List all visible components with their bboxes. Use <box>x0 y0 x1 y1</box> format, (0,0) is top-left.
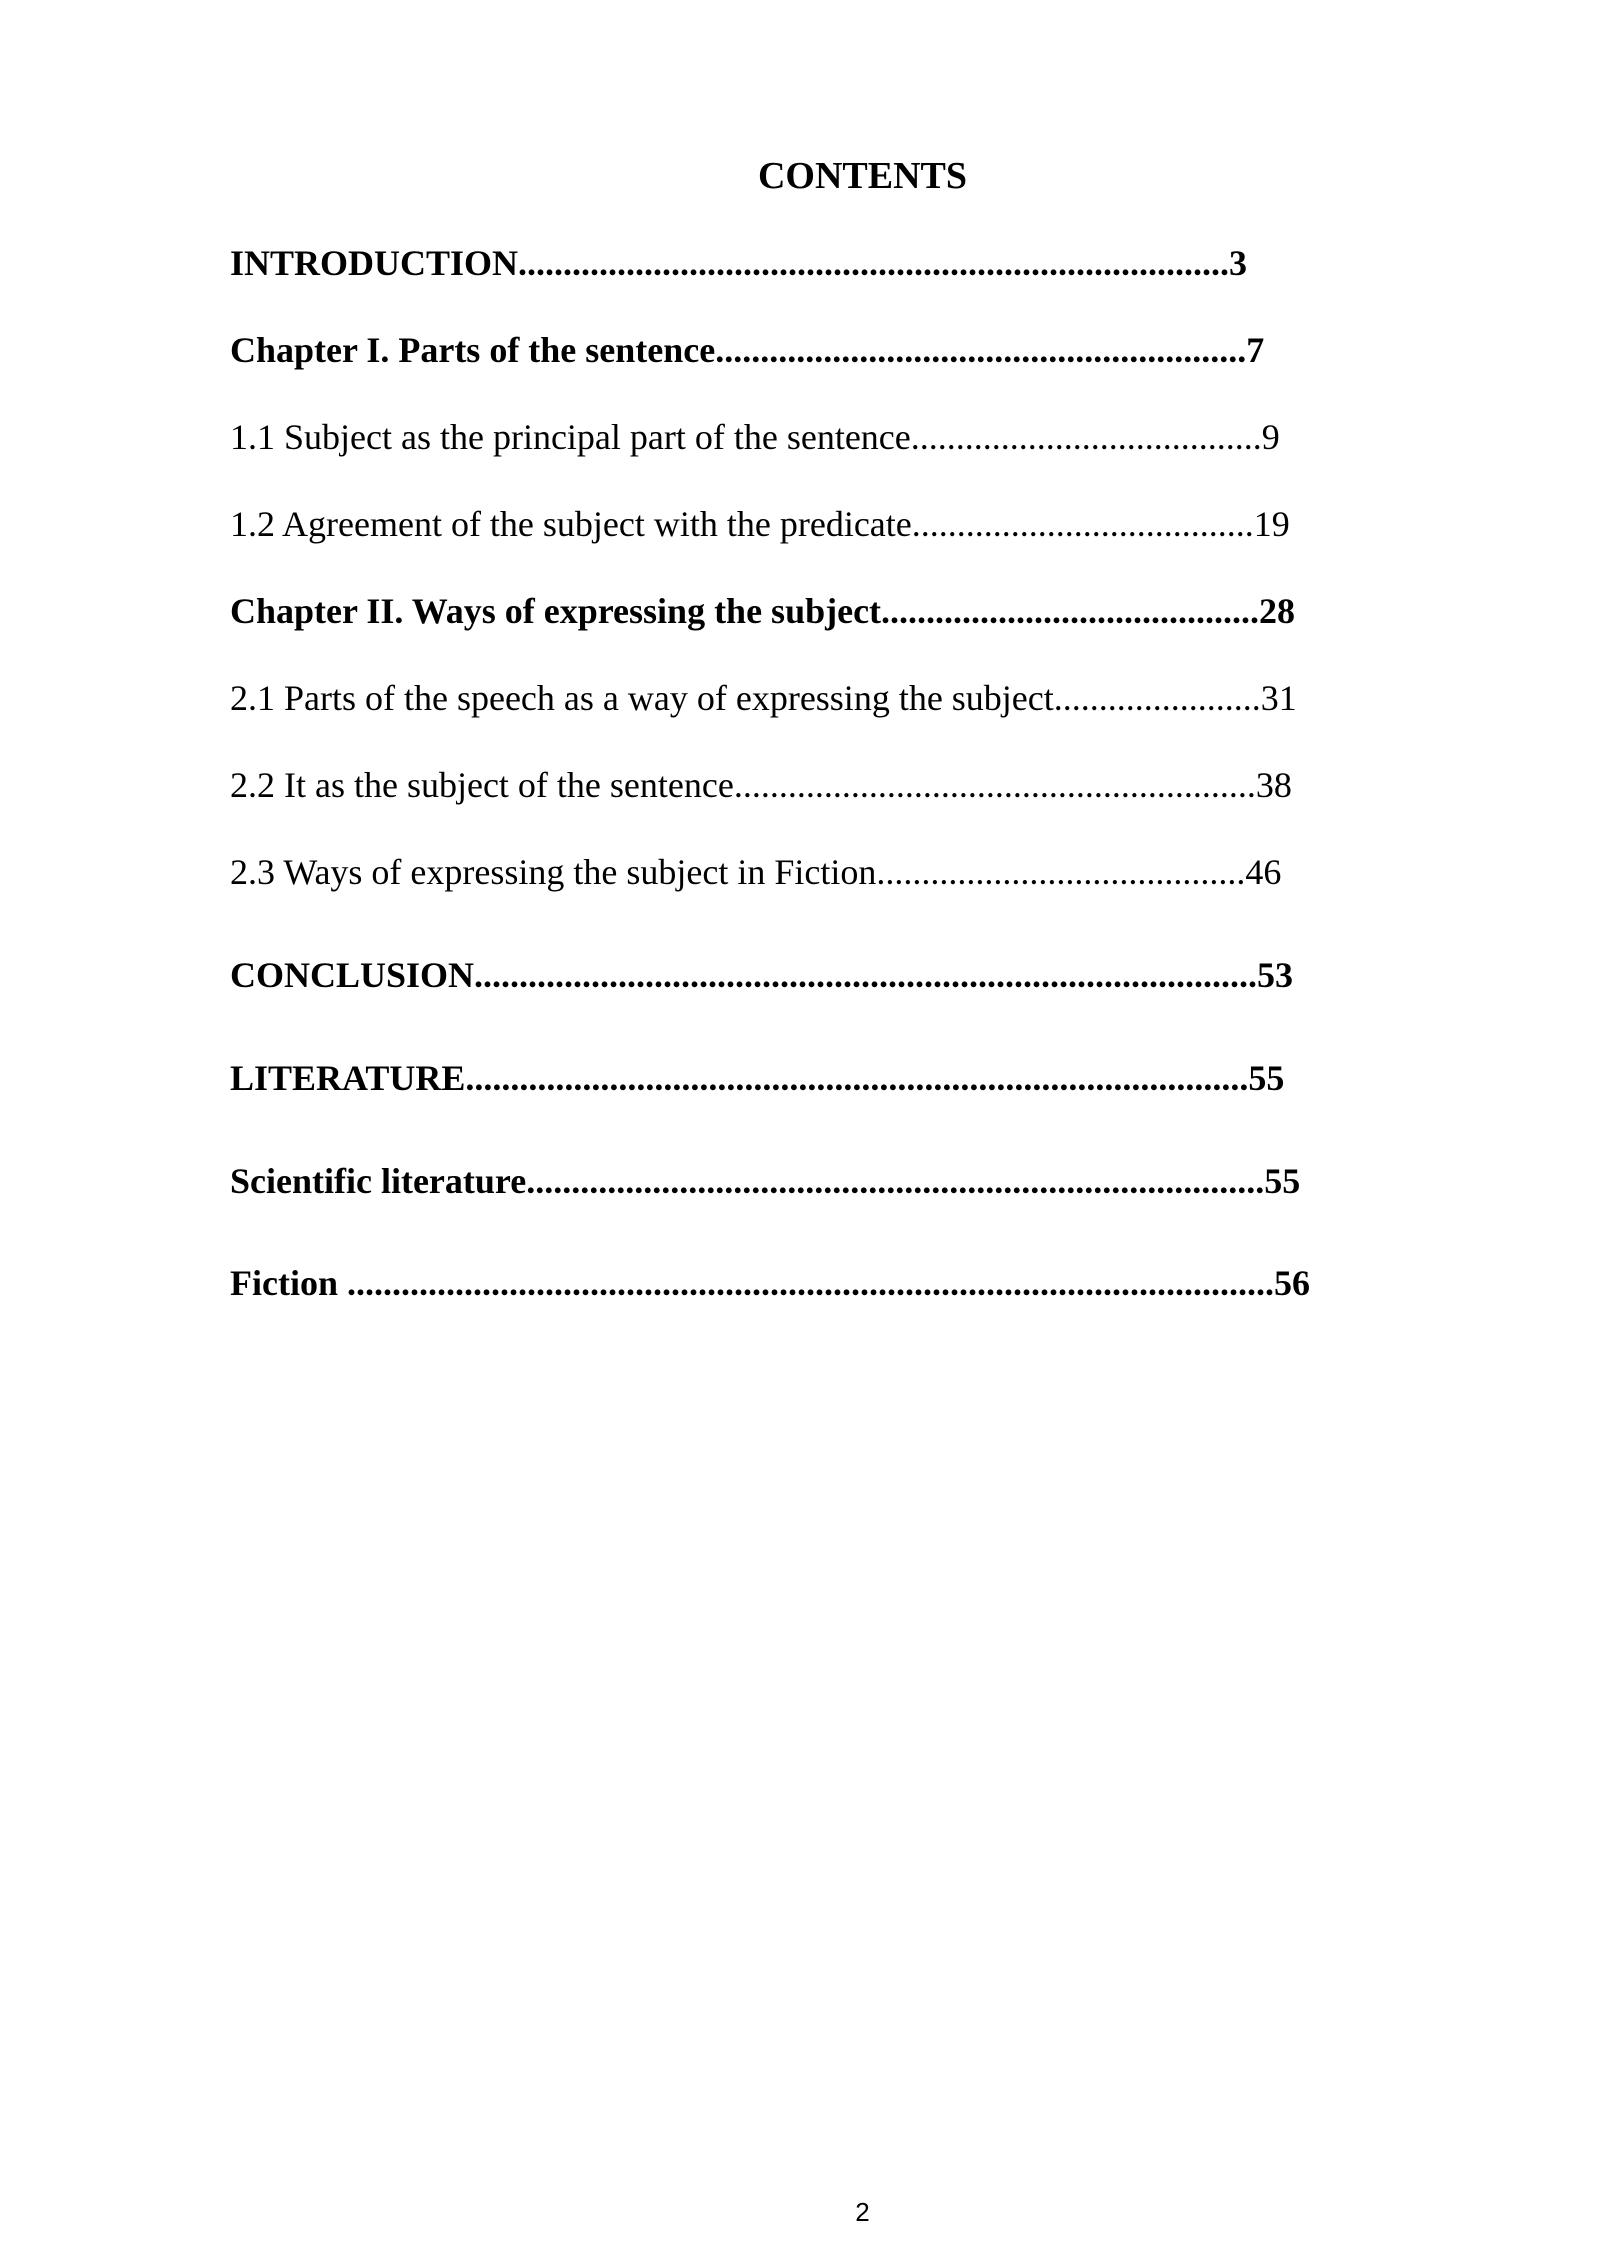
toc-entry-page: 31 <box>1260 678 1297 718</box>
toc-entry-page: 7 <box>1246 330 1265 370</box>
toc-entry-label: 2.2 It as the subject of the sentence <box>230 765 734 805</box>
toc-entry-page: 53 <box>1257 955 1294 995</box>
toc-entry-label: Chapter II. Ways of expressing the subject <box>230 591 882 631</box>
toc-entry-leader: ....................................................................................... <box>465 1058 1249 1098</box>
toc-entry-page: 55 <box>1248 1058 1285 1098</box>
toc-entry-section-1-2[interactable] <box>230 499 1290 549</box>
toc-entry-page: 3 <box>1229 243 1248 283</box>
toc-entry-leader: ....................................................................................... <box>474 955 1258 995</box>
toc-entry-label: 1.2 Agreement of the subject with the predicate <box>230 504 912 544</box>
toc-entry-leader: ...................................... <box>911 504 1254 544</box>
toc-entry-leader: ............................................................................... <box>518 243 1230 283</box>
toc-entry-chapter-2[interactable] <box>230 586 1295 636</box>
toc-entry-label: Scientific literature <box>230 1161 527 1201</box>
toc-entry-page: 19 <box>1253 504 1290 544</box>
toc-entry-leader: ....................................... <box>910 417 1262 457</box>
toc-entry-label: Chapter I. Parts of the sentence <box>230 330 716 370</box>
toc-entry-leader: ......................................... <box>876 852 1246 892</box>
toc-entry-label: 2.1 Parts of the speech as a way of expressing the subject <box>230 678 1054 718</box>
toc-entry-leader: .......................................................... <box>733 765 1256 805</box>
toc-entry-label: LITERATURE <box>230 1058 466 1098</box>
toc-entry-leader: ........................................................... <box>715 330 1247 370</box>
toc-entry-leader: .................................................................................. <box>526 1161 1265 1201</box>
toc-entry-scientific-literature[interactable] <box>230 1156 1300 1206</box>
toc-entry-fiction[interactable] <box>230 1258 1310 1308</box>
toc-entry-label: Fiction <box>230 1263 347 1303</box>
toc-entry-section-2-2[interactable] <box>230 760 1292 810</box>
toc-entry-page: 56 <box>1273 1263 1310 1303</box>
toc-entry-label: CONCLUSION <box>230 955 475 995</box>
toc-entry-label: 2.3 Ways of expressing the subject in Fiction <box>230 852 877 892</box>
toc-entry-label: INTRODUCTION <box>230 243 519 283</box>
toc-entry-page: 28 <box>1259 591 1296 631</box>
toc-entry-section-1-1[interactable] <box>230 412 1280 462</box>
toc-entry-section-2-3[interactable] <box>230 847 1281 897</box>
toc-entry-page: 55 <box>1264 1161 1301 1201</box>
toc-entry-section-2-1[interactable] <box>230 673 1297 723</box>
page-title: CONTENTS <box>757 155 968 197</box>
toc-entry-page: 38 <box>1255 765 1292 805</box>
toc-entry-leader: ....................................................................................................... <box>346 1263 1274 1303</box>
toc-entry-literature[interactable] <box>230 1053 1284 1103</box>
toc-entry-introduction[interactable] <box>230 238 1247 288</box>
toc-entry-conclusion[interactable] <box>230 950 1293 1000</box>
page-number: 2 <box>855 2197 870 2227</box>
toc-entry-leader: .......................................... <box>881 591 1260 631</box>
toc-entry-page: 46 <box>1245 852 1282 892</box>
toc-entry-label: 1.1 Subject as the principal part of the sentence <box>230 417 911 457</box>
toc-entry-leader: ....................... <box>1053 678 1261 718</box>
toc-entry-chapter-1[interactable] <box>230 325 1264 375</box>
toc-entry-page: 9 <box>1261 417 1280 457</box>
